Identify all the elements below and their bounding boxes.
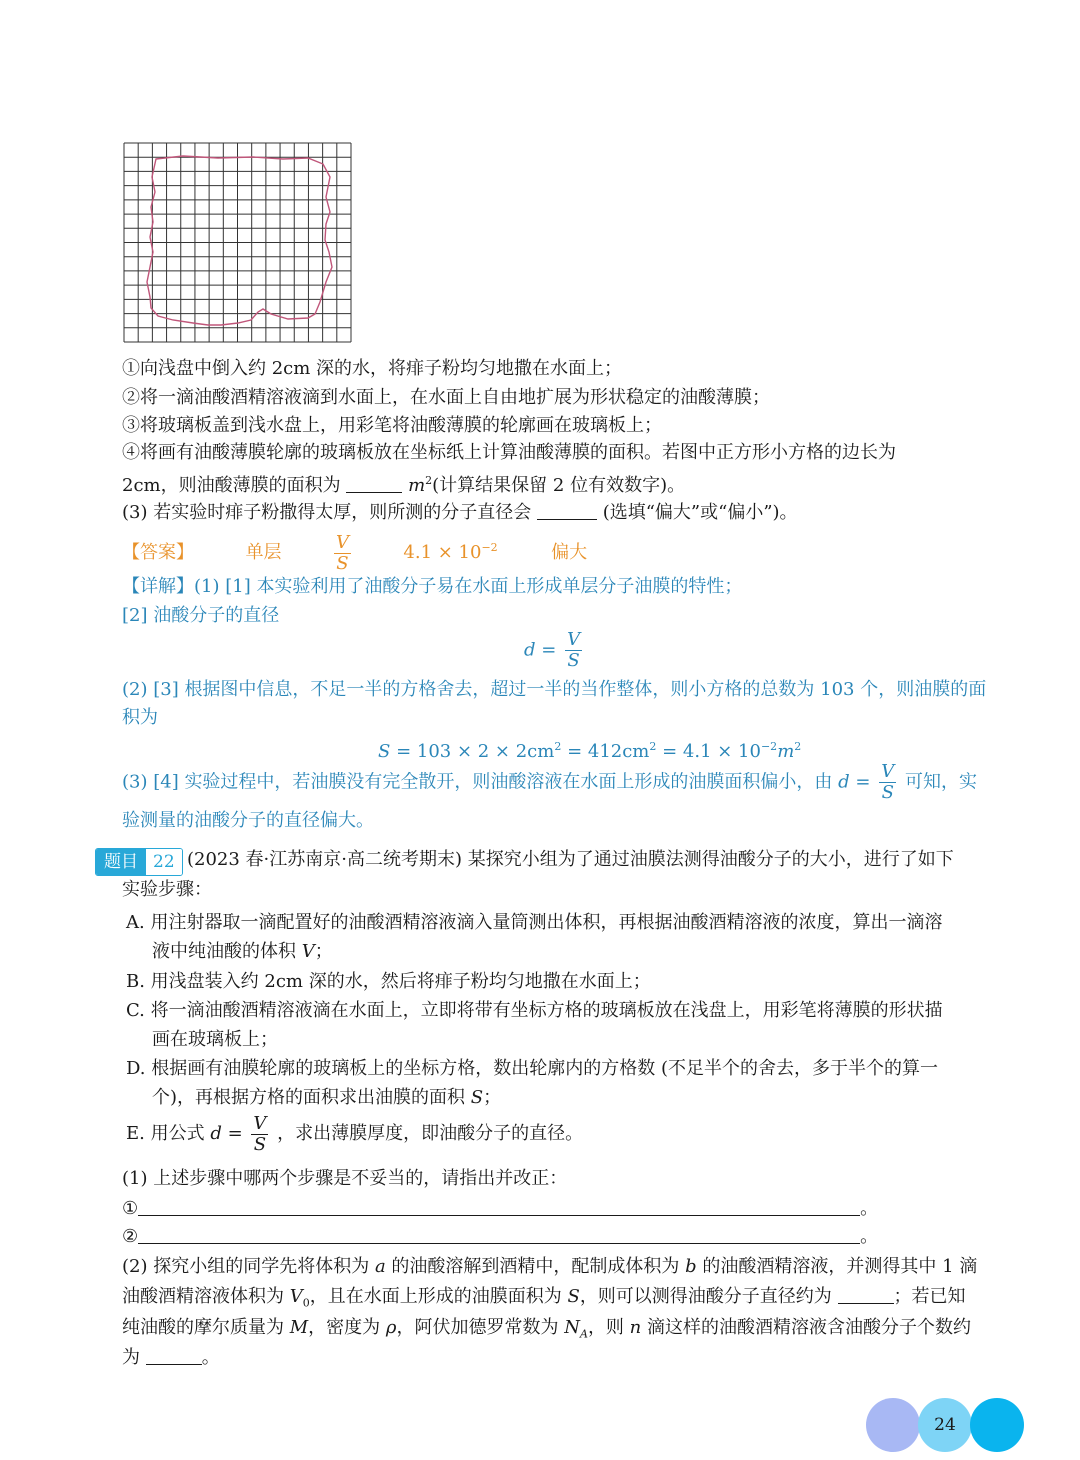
step-4-line-1: ④将画有油酸薄膜轮廓的玻璃板放在坐标纸上计算油酸薄膜的面积。若图中正方形小方格的边长为 [122, 442, 896, 463]
step-2: ②将一滴油酸酒精溶液滴到水面上，在水面上自由地扩展为形状稳定的油酸薄膜； [122, 387, 770, 408]
equation-2: $S = 103 \times 2 \times 2cm^2 = 412cm^2 = 4.1 \times 10^{-2}m^2$ [378, 740, 802, 762]
detail-line-5: (3) [4] 实验过程中，若油膜没有完全散开，则油酸溶液在水面上形成的油膜面积偏小，由 d = $\frac{V}{S}$ 可知，实 [122, 761, 977, 803]
answer-3: $4.1 \times 10^{-2}$ [403, 541, 498, 563]
q22-part-2-line-2: 油酸酒精溶液体积为 $V_0$，且在水面上形成的油膜面积为 S，则可以测得油酸分子直径约为 ；若已知 [122, 1286, 966, 1310]
step-3: ③将玻璃板盖到浅水盘上，用彩笔将油酸薄膜的轮廓画在玻璃板上； [122, 415, 662, 436]
page-circle-middle [918, 1398, 972, 1452]
oil-film-grid-figure [123, 142, 352, 343]
step-B: B. 用浅盘装入约 2cm 深的水，然后将痱子粉均匀地撒在水面上； [126, 971, 651, 992]
detail-line-2: [2] 油酸分子的直径 [122, 605, 280, 626]
question-badge [95, 848, 183, 876]
page-circle-left [866, 1398, 920, 1452]
molecule-count-blank[interactable] [146, 1346, 202, 1365]
answer-4: 偏大 [551, 542, 588, 563]
step-D-line-1: D. 根据画有油膜轮廓的玻璃板上的坐标方格，数出轮廓内的方格数 (不足半个的舍去，多于半个的算一 [126, 1058, 938, 1079]
q22-part-1: (1) 上述步骤中哪两个步骤是不妥当的，请指出并改正： [122, 1168, 568, 1189]
page-number: 24 [934, 1415, 956, 1435]
badge-label: 题目 [96, 849, 146, 875]
step-A-line-2: 液中纯油酸的体积 V； [152, 941, 333, 962]
q22-part-2-line-3: 纯油酸的摩尔质量为 M，密度为 ρ，阿伏加德罗常数为 $N_A$，则 n 滴这样的油酸酒精溶液含油酸分子个数约 [122, 1317, 971, 1341]
q22-intro-1: (2023 春·江苏南京·高二统考期末) 某探究小组为了通过油膜法测得油酸分子的大小，进行了如下 [187, 849, 954, 870]
correction-2-blank[interactable] [138, 1225, 860, 1244]
badge-number: 22 [146, 849, 182, 875]
step-1: ①向浅盘中倒入约 2cm 深的水，将痱子粉均匀地撒在水面上； [122, 358, 623, 379]
step-D-line-2: 个)，再根据方格的面积求出油膜的面积 S； [152, 1087, 502, 1108]
step-A-line-1: A. 用注射器取一滴配置好的油酸酒精溶液滴入量筒测出体积，再根据油酸酒精溶液的浓度，算出一滴溶 [126, 912, 943, 933]
step-4-line-2: 2cm，则油酸薄膜的面积为 $m^2$(计算结果保留 2 位有效数字)。 [122, 474, 686, 496]
step-C-line-2: 画在玻璃板上； [152, 1029, 278, 1050]
q22-part-2-line-1: (2) 探究小组的同学先将体积为 a 的油酸溶解到酒精中，配制成体积为 b 的油酸酒精溶液，并测得其中 1 滴 [122, 1256, 978, 1277]
grid-lines [124, 143, 351, 342]
answer-line [122, 530, 587, 574]
answer-label: 【答案】 [122, 542, 194, 563]
q22-part-2-line-4: 为 。 [122, 1347, 220, 1368]
correction-1-blank[interactable] [138, 1197, 860, 1216]
answer-2-fraction: $\frac{V}{S}$ [335, 531, 349, 574]
q3-answer-blank[interactable] [537, 501, 597, 520]
detail-line-3: (2) [3] 根据图中信息，不足一半的方格舍去，超过一半的当作整体，则小方格的总数为 103 个，则油膜的面 [122, 679, 987, 700]
detail-line-1: 【详解】(1) [1] 本实验利用了油酸分子易在水面上形成单层分子油膜的特性； [122, 576, 743, 597]
diameter-answer-blank[interactable] [838, 1285, 894, 1304]
correction-2: ② 。 [122, 1226, 879, 1247]
step-E: E. 用公式 d = $\frac{V}{S}$ ，求出薄膜厚度，即油酸分子的直径。 [126, 1112, 584, 1155]
answer-1: 单层 [245, 542, 282, 563]
area-answer-blank[interactable] [346, 474, 402, 493]
correction-1: ① 。 [122, 1198, 879, 1219]
q22-intro-2: 实验步骤： [122, 879, 212, 900]
equation-1: d = $\frac{V}{S}$ [524, 629, 581, 671]
detail-line-6: 验测量的油酸分子的直径偏大。 [122, 810, 374, 831]
detail-line-4: 积为 [122, 707, 158, 728]
page-circle-right [970, 1398, 1024, 1452]
question-3: (3) 若实验时痱子粉撒得太厚，则所测的分子直径会 (选填“偏大”或“偏小”)。 [122, 502, 798, 523]
detail-label: 【详解】 [122, 576, 194, 597]
step-C-line-1: C. 将一滴油酸酒精溶液滴在水面上，立即将带有坐标方格的玻璃板放在浅盘上，用彩笔将薄膜的形状描 [126, 1000, 943, 1021]
